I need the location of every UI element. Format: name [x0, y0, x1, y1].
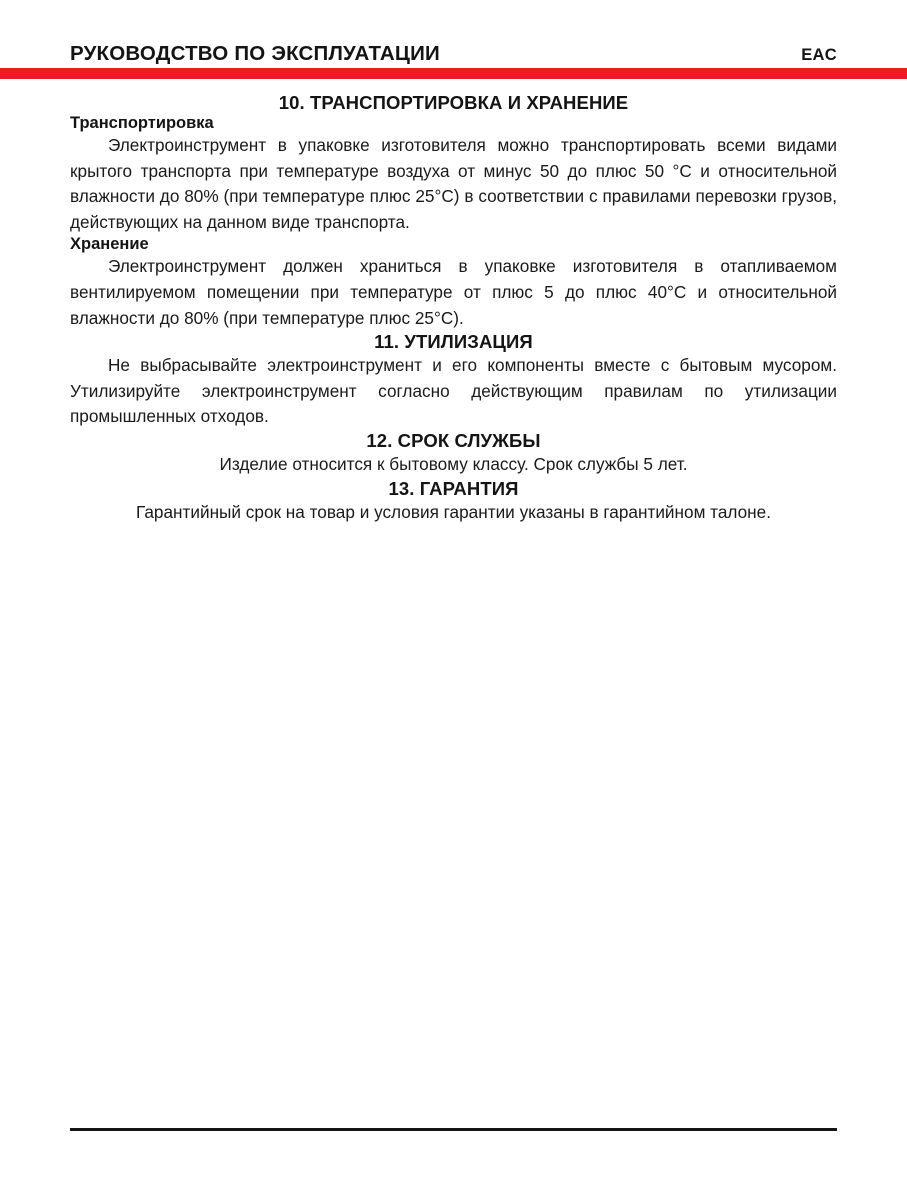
header-red-rule — [0, 68, 907, 79]
section-heading-13: 13. ГАРАНТИЯ — [388, 477, 519, 499]
paragraph-storage: Электроинструмент должен храниться в упаковке изготовителя в отапливаемом вентилируемом помещении при температуре от плюс 5 до плюс 40°С и относительной влажности до 80% (при температуре плюс 25°С). — [70, 256, 837, 328]
paragraph-service-life: Изделие относится к бытовому классу. Срок службы 5 лет. — [219, 453, 688, 474]
paragraph-transport: Электроинструмент в упаковке изготовителя можно транспортировать всеми видами крытого транспорта при температуре воздуха от минус 50 до плюс 50 °С и относительной влажности до 80% (при температуре плюс 25°С) в соответствии с правилами перевозки грузов, действующих на данном виде транспорта. — [70, 135, 837, 232]
sub-heading-storage: Хранение — [70, 235, 149, 254]
eac-conformity-mark: EAC — [801, 46, 837, 64]
header-title: РУКОВОДСТВО ПО ЭКСПЛУАТАЦИИ — [70, 42, 440, 65]
footer-black-rule — [70, 1128, 837, 1131]
paragraph-disposal: Не выбрасывайте электроинструмент и его компоненты вместе с бытовым мусором. Утилизируйте электроинструмент согласно действующим правилам по утилизации промышленных отходов. — [70, 355, 837, 427]
section-heading-10: 10. ТРАНСПОРТИРОВКА И ХРАНЕНИЕ — [278, 92, 629, 113]
section-heading-11: 11. УТИЛИЗАЦИЯ — [374, 331, 533, 353]
section-heading-12: 12. СРОК СЛУЖБЫ — [366, 429, 541, 451]
page-header — [0, 0, 907, 78]
sub-heading-transport: Транспортировка — [70, 114, 214, 132]
paragraph-warranty: Гарантийный срок на товар и условия гарантии указаны в гарантийном талоне. — [135, 501, 772, 522]
page-content — [70, 92, 837, 525]
header-row — [70, 42, 837, 66]
